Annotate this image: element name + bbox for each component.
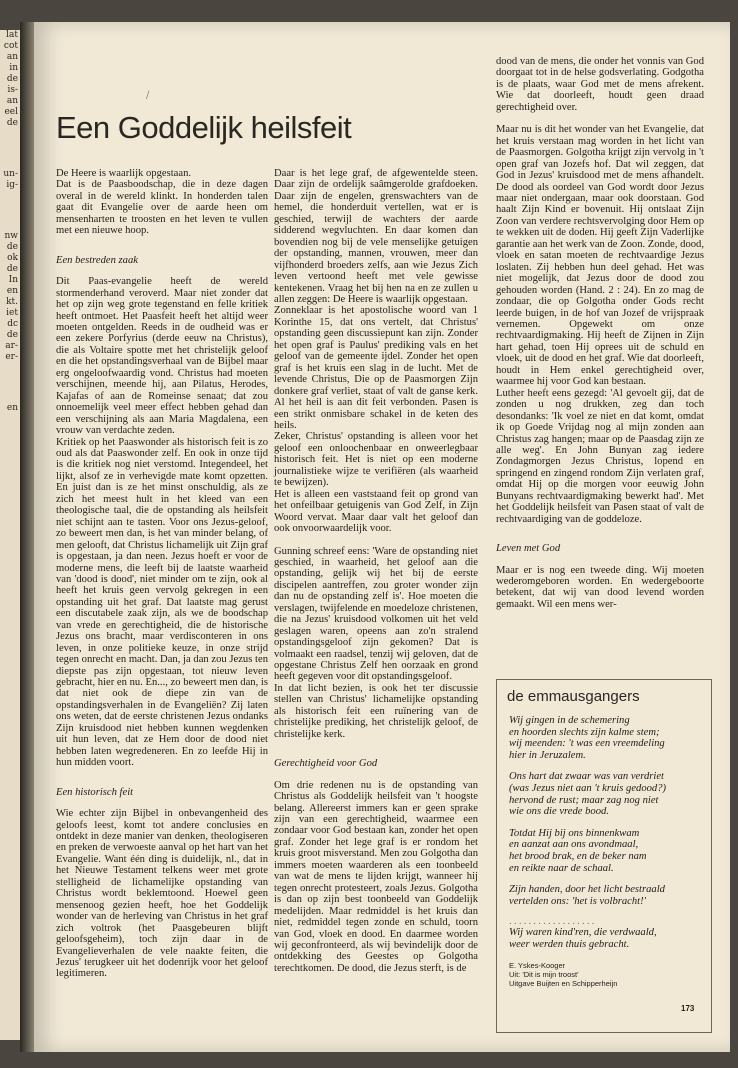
body-paragraph: Om drie redenen nu is de opstanding van Christus als Goddelijk heilsfeit van 't hoogste belang. Allereerst immers kan er geen sprake zijn van een gerechtigheid, waarmee een zondaar voor God bestaan kan, zonder het open graf. Zonder het lege graf is er rondom het kruis groot misverstand. Men zou Golgotha dan immers moeten waarderen als een toonbeeld van wat de mens te lijden krijgt, wanneer hij tegen onrecht protesteert, zoals Jezus. Golgotha is dan op zijn best toonbeeld van Goddelijk medelijden. Maar redmiddel is het kruis dan niet, redmiddel tegen zonde en schuld, toorn van God, vloek en dood. En daarmee worden wij geconfronteerd, als wij bevindelijk door de ontdekking des Geestes op Golgotha terechtkomen. De dood, die Jezus sterft, is de [274, 779, 478, 974]
previous-page-fragment: an [6, 96, 18, 106]
poem-line: (was Jezus niet aan 't kruis gedood?) [509, 782, 667, 794]
poem-line: hervond de rust; maar zag nog niet [509, 794, 659, 806]
poem-line: Ons hart dat zwaar was van verdriet [509, 771, 664, 783]
previous-page-fragment: nw [4, 231, 18, 241]
poem-line: Wij waren kind'ren, die verdwaald, [509, 927, 657, 939]
previous-page-fragment: er- [5, 352, 18, 362]
column-1 [56, 168, 268, 980]
intro-paragraph: De Heere is waarlijk opgestaan. Dat is de Paasboodschap, die in deze dagen overal in de wereld klinkt. In honderden talen gaat dit Evangelie over de aarde heen om mensenharten te troosten en het leven te vullen met een nieuwe hoop. [56, 168, 268, 237]
magazine-page [34, 22, 730, 1052]
body-paragraph: Maar nu is dit het wonder van het Evangelie, dat het kruis verstaan mag worden in het licht van de Paasmorgen. Golgotha krijgt zijn vervolg in 't open graf van Jozefs hof. Dat wil zeggen, dat God in Jezus' kruisdood met de mens afhandelt. De dood als oordeel van God wordt door Jezus maar niet ondergaan, maar ook doorstaan. God haalt Zijn Kind er bovenuit. Hij ontslaat Zijn Zoon van verdere rechtsvervolging door Hem op te wekken uit de doden. Hij geeft Zijn Vaderlijke garantie aan het werk van de Zoon. Zonde, dood, vloek en satan moeten de rechtvaardige Jezus loslaten. Zij hebben hun deel gehad. Het was niet mogelijk, dat Jezus door de dood zou gehouden worden (Hand. 2 : 24). En zo mag de zondaar, die op Golgotha onder Gods recht leerde buigen, in de hof van Jozef de vrijspraak vernemen. Opgewekt om onze rechtvaardigmaking. Hij heeft de Zijnen in Zijn hart gehad, toen Hij oprees uit de schuld en vloek, uit de dood en het graf. Wie dat doorleeft, houdt in Hem enkel gerechtigheid over, waarmee hij voor God kan bestaan. [496, 124, 704, 388]
previous-page-fragment: lat [6, 30, 18, 40]
previous-page-fragment: eel [4, 107, 18, 117]
subheading-leven-met-god: Leven met God [496, 543, 561, 555]
body-paragraph: Zonneklaar is het apostolische woord van 1 Korinthe 15, dat ons vertelt, dat Christus' opstanding geen discussiepunt kan zijn. Zonder het open graf is Paulus' prediking vals en het geloof van de gemeente ijdel. Zonder het open graf is het kruis een slag in de lucht. Met de levende Christus, Die op de Paasmorgen Zijn donkere graf verliet, staat of valt de ganse kerk. Al het heil is aan dit feit verbonden. Pasen is een strikt onmisbare schakel in de keten des heils. [274, 305, 478, 431]
body-paragraph: Het is alleen een vaststaand feit op grond van het onfeilbaar getuigenis van God Zelf, in Zijn Woord vervat. Maar daar valt het geloof dan ook onvoorwaardelijk voor. [274, 488, 478, 535]
poem-line: en hoorden slechts zijn kalme stem; [509, 726, 660, 738]
article-title: Een Goddelijk heilsfeit [56, 110, 352, 145]
poem-publisher: Uitgave Buijten en Schipperheijn [509, 978, 618, 988]
previous-page-fragment: In [8, 275, 18, 285]
body-paragraph: Gunning schreef eens: 'Ware de opstanding niet geschied, in waarheid, het geloof aan die opstanding, gelijk wij het bij de eerste discipelen aantreffen, zou groter wonder zijn dan nu de opstanding zelf is'. Hoe moeten die verslagen, twijfelende en moedeloze christenen, die na Jezus' kruisdood volkomen uit het veld geslagen waren, opeens aan zo'n stralend opstandingsgeloof zijn gekomen? Dat is volmaakt een raadsel, tenzij wij geloven, dat de opgestane Christus Zelf hen oorzaak en grond heeft gegeven voor dit opstandingsgeloof. [274, 545, 478, 683]
poem-box [496, 679, 712, 1033]
previous-page-fragment: cot [3, 41, 18, 51]
subheading-historisch-feit: Een historisch feit [56, 786, 134, 798]
poem-line: hier in Jeruzalem. [509, 749, 586, 761]
previous-page-fragment: de [6, 330, 18, 340]
body-paragraph: dood van de mens, die onder het vonnis van God doorgaat tot in de helse godsverlating. Godgotha is de plaats, waar God met de mens afrekent. Wie dat doorleeft, houdt geen draad gerechtigheid over. [496, 56, 704, 113]
previous-page-fragment: de [6, 118, 18, 128]
poem-stanza [509, 771, 711, 817]
previous-page-fragment: un- [3, 169, 18, 179]
previous-page-fragment: ig- [6, 180, 18, 190]
poem-line: Totdat Hij bij ons binnenkwam [509, 827, 640, 839]
previous-page-fragment: is- [7, 85, 18, 95]
body-paragraph: Maar er is nog een tweede ding. Wij moeten wederomgeboren worden. En wedergeboorte betekent, dat wij van dood levend worden gemaakt. Wil een mens wer- [496, 564, 704, 610]
poem-source: Uit: 'Dit is mijn troost' [509, 969, 579, 979]
body-paragraph: Dit Paas-evangelie heeft de wereld stormenderhand veroverd. Maar niet zonder dat het op zijn weg grote tegenstand en felle kritiek heeft ontmoet. Het Paasfeit heeft het altijd weer moeten ontgelden. Reeds in de oudheid was er een zekere Porfyrius (derde eeuw na Christus), die als Voltaire spotte met het christelijk geloof en die het opstandingsverhaal van de Bijbel maar erg ongeloofwaardig vond. Christus had moeten verschijnen, meende hij, aan Pilatus, Herodes, Kajafas of aan de Romeinse senaat; dat zou onnoemelijk veel meer effect hebben gehad dan een verschijning als aan Maria Magdalena, een vrouw van verdachte zeden. [56, 276, 268, 437]
previous-page-fragment: de [6, 264, 18, 274]
poem-author: E. Yskes-Kooger [509, 960, 566, 970]
poem-line: en aanzat aan ons avondmaal, [509, 839, 639, 851]
previous-page-fragment: en [6, 403, 18, 413]
body-paragraph: Wie echter zijn Bijbel in onbevangenheid des geloofs leest, komt tot andere conclusies en ontdekt in deze manier van denken, theologiseren en preken de verwoeste aanval op het hart van het Evangelie. Want één ding is duidelijk, nl., dat in het Nieuwe Testament telkens weer met grote stelligheid de lichamelijke opstanding van Christus wordt beklemtoond. Hoewel geen mensenoog gezien heeft, hoe het Goddelijk wonder van de herleving van Christus in het graf zich voltrok (het Paasgebeuren blijft geloofsgeheim), toch zijn daar in de Evangelieverhalen de vele naakte feiten, die Jezus' terugkeer uit het dodenrijk voor het geloof legitimeren. [56, 808, 268, 980]
poem-title: de emmausgangers [507, 688, 640, 705]
poem-stanza [509, 828, 711, 874]
book-gutter [20, 22, 34, 1052]
column-2 [274, 168, 478, 974]
poem-line: vertelden ons: 'het is volbracht!' [509, 895, 646, 907]
previous-page-fragment [0, 363, 20, 403]
previous-page-fragment: dc [7, 319, 18, 329]
margin-mark: / [146, 90, 150, 101]
previous-page-fragment: iet [6, 308, 18, 318]
poem-line: wij meenden: 't was een vreemdeling [509, 738, 665, 750]
column-3 [496, 56, 704, 610]
body-paragraph: Kritiek op het Paaswonder als historisch feit is zo oud als dat Paaswonder zelf. En ook in onze tijd is die kritiek nog niet verstomd. Integendeel, het lijkt, alsof ze in verhevigde mate komt opzetten. En juist dan is ze het minst onschuldig, als ze zich het meest hult in het kleed van een theologische taal, die de opstanding als heilsfeit niet schijnt aan te tasten. Voor ons Jezus-geloof, zo beweert men dan, is het van minder belang, of men gelooft, dat Christus lichamelijk uit Zijn graf is opgestaan, ja dan neen. Jezus hoeft er voor de moderne mens, die leeft bij de laatste waarheid van 'dood is dood', niet minder om te zijn, ook al heeft het kruis geen vervolg gekregen in een opstanding uit het graf. Dat laatste mag gerust een discutabele zaak zijn, als we de boodschap van vrede en gerechtigheid, die de historische Jezus ons bracht, maar verdisconteren in ons leven, in onze politieke keuze, in onze strijd tegen onrecht en macht. Dan, ja dan zou Jezus ten diepste pas zijn opgestaan, tot nieuw leven gebracht, hier en nu. En..., zo beweert men dan, is dat niet ook de diepe zin van de opstandingsverhalen in de Evangeliën? Zij laten ons weten, dat de eerste christenen Jezus ondanks Zijn kruisdood niet hebben kunnen wegdenken uit hun leven, dat ze Hem door de dood niet hebben laten wegredeneren. En zo leefde Hij in hun midden voort. [56, 436, 268, 769]
subheading-bestreden-zaak: Een bestreden zaak [56, 254, 138, 266]
poem-stanza [509, 884, 711, 907]
subheading-gerechtigheid: Gerechtigheid voor God [274, 758, 378, 770]
poem-line: wie ons die vrede bood. [509, 806, 609, 818]
body-paragraph: Daar is het lege graf, de afgewentelde steen. Daar zijn de ordelijk saâmgerolde grafdoeken. Daar zijn de engelen, grenswachters van de hemel, die honderduit vertellen, wat er is geschied, terwijl de wachters der aarde sidderend wegvluchten. En daar komen dan bovendien nog bij de vele menselijke getuigen der opstanding, mannen, vrouwen, meer dan vijfhonderd broeders zelfs, aan wie Jezus Zich leven vertoond heeft met vele gewisse kentekenen. Vraag het bij hen na en ze zullen u allen zeggen: De Heere is waarlijk opgestaan. [274, 168, 478, 305]
poem-stanzas [497, 715, 711, 951]
body-paragraph: Luther heeft eens gezegd: 'Al gevoelt gij, dat de zonden u nog drukken, zeg dan toch desondanks: 'Ik voel ze niet en dat komt, omdat ik op Goede Vrijdag nog al mijn zonden aan Christus zag hangen; maar op de Paasdag zijn ze alle weg'. En John Bunyan zag iedere Zondagmorgen Jezus Christus, lopend en springend en zingend rondom Zijn verlaten graf, omdat Hij op die morgen voor eeuwig John Bunyans rechtvaardigmaking bewerkt had'. Met het Goddelijk heilsfeit van Pasen staat of valt de rechtvaardiging van de goddeloze. [496, 387, 704, 525]
poem-credit [509, 961, 711, 988]
previous-page-fragment: ar- [5, 341, 18, 351]
body-paragraph: In dat licht bezien, is ook het ter discussie stellen van Christus' lichamelijke opstanding als historisch feit een ruïnering van de christelijke prediking, het christelijk geloof, de christelijke kerk. [274, 682, 478, 740]
poem-line: Wij gingen in de schemering [509, 715, 630, 726]
previous-page-fragment: ok [7, 253, 18, 263]
poem-stanza [509, 715, 711, 761]
poem-line: het brood brak, en de beker nam [509, 850, 647, 862]
poem-line: en reikte naar de schaal. [509, 862, 614, 874]
poem-stanza [509, 927, 711, 950]
previous-page-fragment: in [9, 63, 18, 73]
previous-page-fragment: an [6, 52, 18, 62]
page-number: 173 [681, 1004, 695, 1013]
previous-page-fragment [0, 191, 20, 231]
body-paragraph: Zeker, Christus' opstanding is alleen voor het geloof een onloochenbaar en onweerlegbaar historisch feit. Het is niet op een moderne journalistieke wijze te verifiëren (als waarheid te bewijzen). [274, 431, 478, 489]
previous-page-fragment: de [6, 74, 18, 84]
poem-line: Zijn handen, door het licht bestraald [509, 884, 665, 896]
previous-page-fragment [0, 129, 20, 169]
previous-page-fragment: en [6, 286, 18, 296]
poem-line: weer werden thuis gebracht. [509, 938, 630, 950]
previous-page-fragment: kt. [6, 297, 18, 307]
poem-separator: .................. [509, 917, 597, 928]
previous-page-edge [0, 30, 20, 1040]
previous-page-fragment: de [6, 242, 18, 252]
